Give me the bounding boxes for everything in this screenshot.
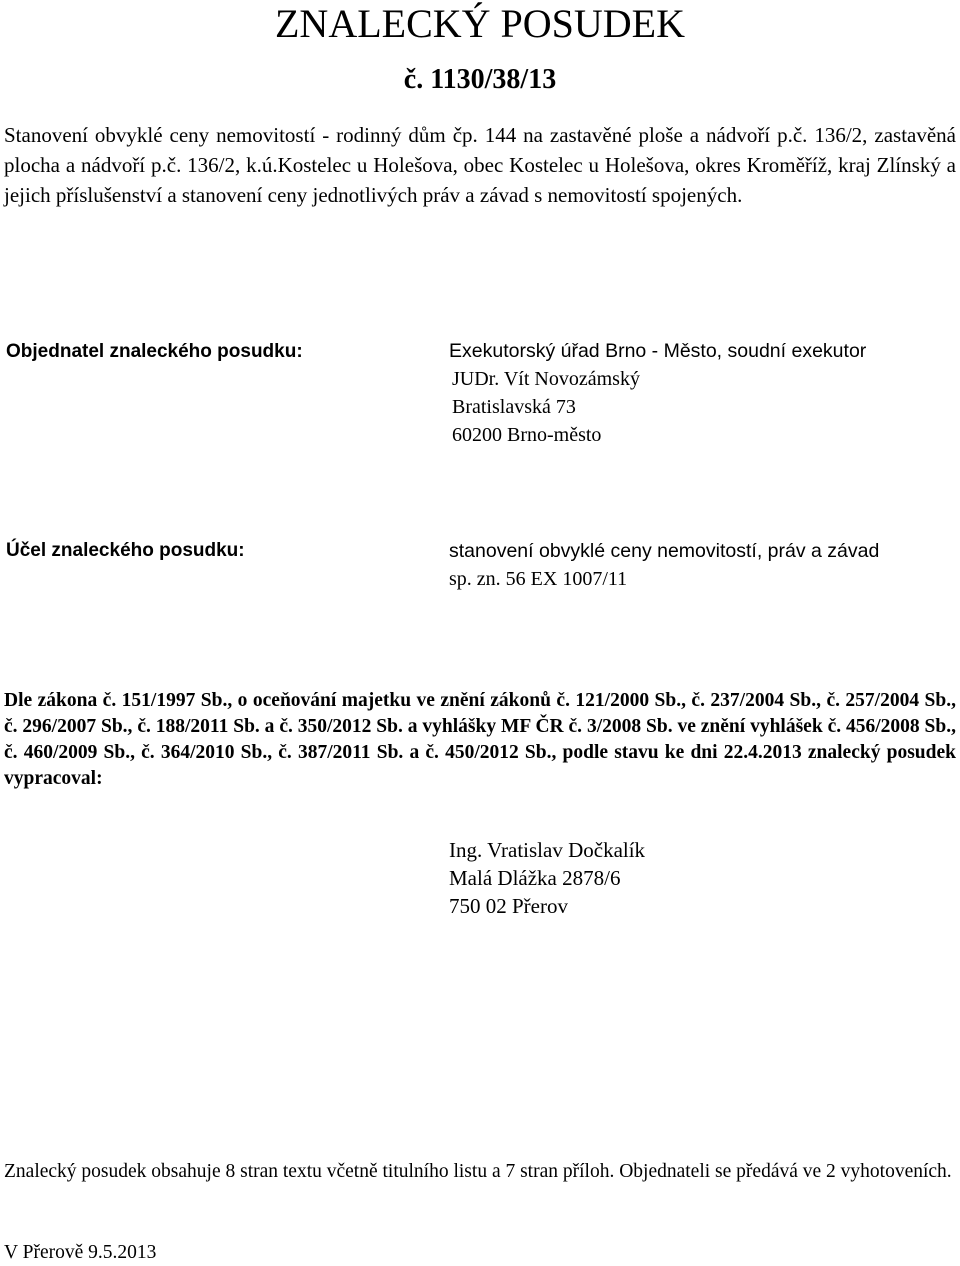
purpose-block [449, 537, 949, 565]
client-line: Exekutorský úřad Brno - Město, soudní exekutor [449, 340, 867, 362]
client-line: JUDr. Vít Novozámský [452, 368, 640, 390]
document-number: č. 1130/38/13 [403, 64, 557, 95]
purpose-ref-block [449, 565, 949, 593]
purpose-line: sp. zn. 56 EX 1007/11 [449, 568, 628, 590]
purpose-label: Účel znaleckého posudku: [6, 540, 245, 561]
document-title: ZNALECKÝ POSUDEK [275, 1, 685, 46]
expert-name: Ing. Vratislav Dočkalík [449, 838, 646, 862]
contents-note: Znalecký posudek obsahuje 8 stran textu včetně titulního listu a 7 stran příloh. Objednateli se předává ve 2 vyhotoveních. [4, 1161, 952, 1182]
client-line: Bratislavská 73 [452, 396, 576, 418]
purpose-line: stanovení obvyklé ceny nemovitostí, práv a závad [449, 540, 880, 562]
client-line: 60200 Brno-město [452, 424, 602, 446]
document-subject: Stanovení obvyklé ceny nemovitostí - rodinný dům čp. 144 na zastavěné ploše a nádvoří p.č. 136/2, zastavěná plocha a nádvoří p.č. 136/2, k.ú.Kostelec u Holešova, obec Kostelec u Holešova, okres Kroměříž, kraj Zlínský a jejich příslušenství a stanovení ceny jednotlivých práv a závad s nemovitostí spojených. [4, 123, 956, 207]
expert-city: 750 02 Přerov [449, 894, 568, 918]
client-block [449, 337, 949, 365]
place-date: V Přerově 9.5.2013 [4, 1242, 157, 1263]
expert-street: Malá Dlážka 2878/6 [449, 866, 621, 890]
law-statement: Dle zákona č. 151/1997 Sb., o oceňování majetku ve znění zákonů č. 121/2000 Sb., č. 237/2004 Sb., č. 257/2004 Sb., č. 296/2007 Sb., č. 188/2011 Sb. a č. 350/2012 Sb. a vyhlášky MF ČR č. 3/2008 Sb. ve znění vyhlášek č. 456/2008 Sb., č. 460/2009 Sb., č. 364/2010 Sb., č. 387/2011 Sb. a č. 450/2012 Sb., podle stavu ke dni 22.4.2013 znalecký posudek vypracoval: [4, 690, 956, 789]
client-label: Objednatel znaleckého posudku: [6, 341, 303, 362]
client-address-block [452, 365, 952, 449]
expert-block [449, 836, 645, 920]
